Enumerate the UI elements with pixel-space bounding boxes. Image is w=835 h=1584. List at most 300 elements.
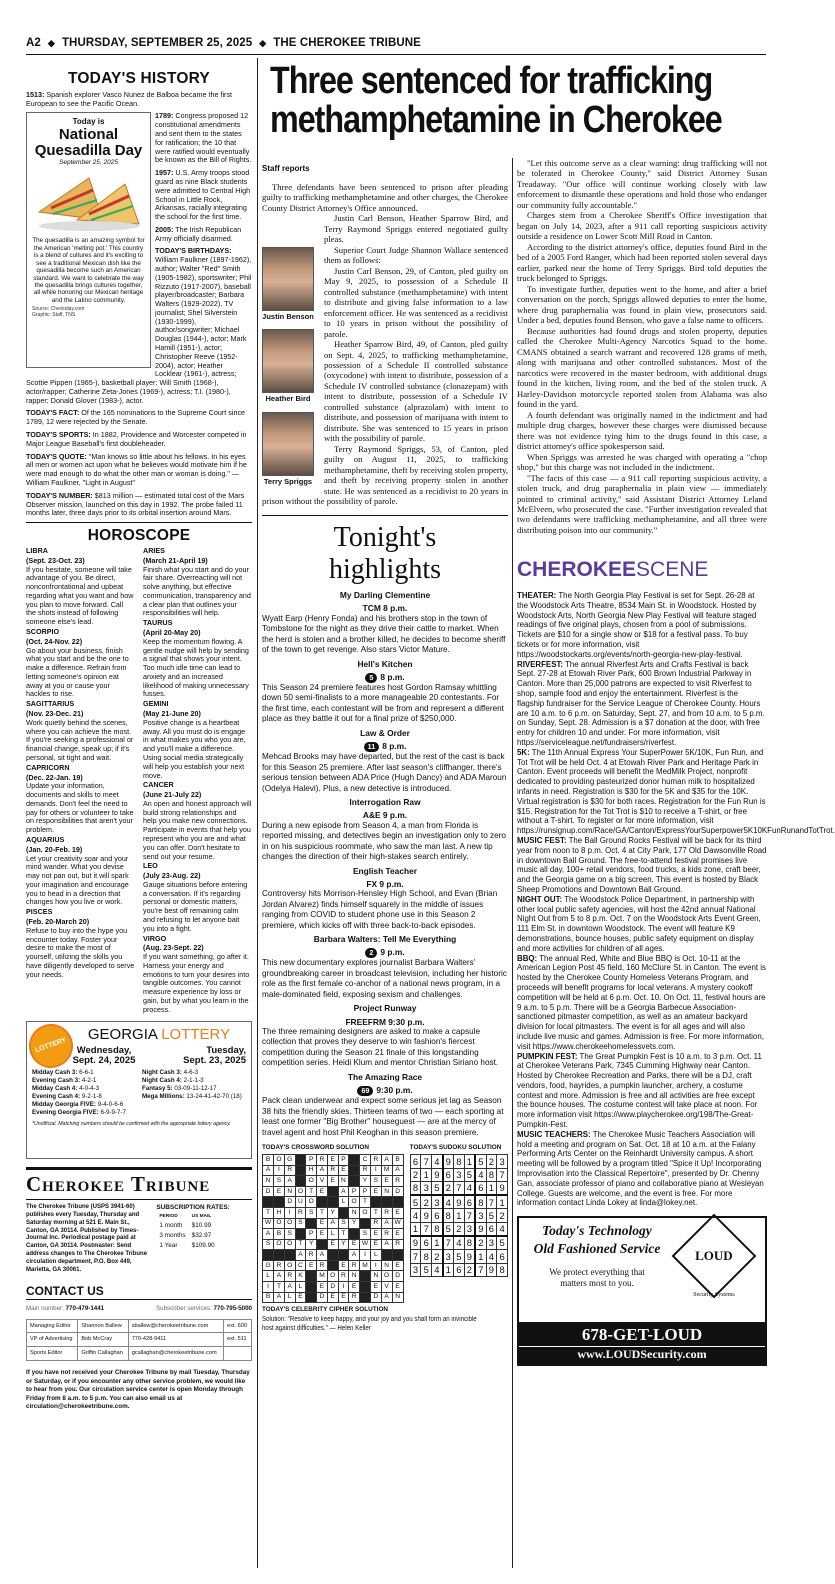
crossword-cell: R bbox=[349, 1260, 360, 1271]
crossword-cell: C bbox=[295, 1260, 306, 1271]
crossword-cell: E bbox=[338, 1292, 349, 1303]
crossword-cell: A bbox=[317, 1165, 328, 1176]
lottery-game: Mega Millions: bbox=[142, 1092, 185, 1100]
tv-show-time bbox=[262, 947, 508, 958]
tv-show-name: My Darling Clementine bbox=[339, 590, 431, 601]
sign-text: If you hesitate, someone will take advantage of you. Be direct, nonconfrontational and upbeat regarding what you want and how you plan to move forward. Call the shots instead of following someone else's lead. bbox=[26, 564, 134, 627]
sudoku-row bbox=[410, 1195, 507, 1209]
right-column bbox=[517, 158, 835, 1568]
subscriber-number: 770-795-5000 bbox=[213, 1305, 252, 1312]
box-caption: The quesadilla is an amazing symbol for the American 'melting pot.' This country is a blend of cultures and it's exciting to see a traditional Mexican dish like the quesadilla become such an American standard. We want to celebrate the way the quesadilla brings cultures together, all while honoring our Mexican heritage and the Latino community. bbox=[32, 237, 145, 304]
crossword-cell bbox=[306, 1271, 317, 1282]
lottery-game: Fantasy 5: bbox=[142, 1084, 173, 1092]
sign-name: TAURUS bbox=[143, 618, 173, 628]
tv-show-airtime: TCM 8 p.m. bbox=[362, 603, 408, 614]
article-paragraph: To investigate further, deputies went to the home, and after a brief conversation on the porch, Spriggs allowed deputies to enter the home, where drug paraphernalia was found in plain view, prosecutors said. Under a bed, deputies found Benson, who gave a false name to officers. bbox=[517, 283, 767, 326]
tv-highlights bbox=[262, 522, 508, 1138]
sudoku-cell: 3 bbox=[453, 1168, 464, 1182]
sudoku-cell: 9 bbox=[453, 1195, 464, 1209]
rate-price: $10.99 bbox=[191, 1221, 212, 1229]
crossword-cell: E bbox=[381, 1176, 392, 1187]
sudoku-cell: 2 bbox=[410, 1168, 421, 1182]
crossword-row bbox=[263, 1239, 404, 1250]
sign-dates: (Jan. 20-Feb. 19) bbox=[26, 844, 83, 854]
scene-label: NIGHT OUT: bbox=[517, 894, 563, 904]
tv-show-name: Project Runway bbox=[353, 1003, 417, 1014]
crossword-cell: E bbox=[371, 1239, 382, 1250]
loud-logo bbox=[672, 1214, 757, 1299]
sudoku-row bbox=[410, 1209, 507, 1223]
sign-dates: (Oct. 24-Nov. 22) bbox=[26, 636, 83, 646]
crossword-cell bbox=[349, 1154, 360, 1165]
main-number: 770-479-1441 bbox=[65, 1305, 105, 1312]
sudoku-cell: 4 bbox=[486, 1250, 497, 1264]
scene-brand-a: CHEROKEE bbox=[517, 558, 637, 582]
history-year: 1789: bbox=[155, 111, 174, 121]
rate-period: 1 Year bbox=[159, 1242, 178, 1250]
logo-text: LOUD bbox=[695, 1248, 733, 1264]
sudoku-cell: 7 bbox=[464, 1209, 475, 1223]
sudoku-cell: 6 bbox=[421, 1236, 432, 1250]
crossword-cell: S bbox=[263, 1239, 274, 1250]
crossword-cell: E bbox=[371, 1229, 382, 1240]
sudoku-row bbox=[410, 1250, 507, 1264]
crossword-cell: T bbox=[263, 1207, 274, 1218]
center-column bbox=[262, 158, 508, 1568]
tv-show-time bbox=[262, 741, 508, 752]
scene-label: THEATER: bbox=[517, 591, 557, 601]
sudoku-cell: 6 bbox=[497, 1250, 508, 1264]
subscription-rates bbox=[156, 1204, 252, 1274]
crossword-cell bbox=[381, 1197, 392, 1208]
crossword-cell: E bbox=[371, 1282, 382, 1293]
sudoku-cell: 8 bbox=[497, 1263, 508, 1277]
crossword-cell: O bbox=[306, 1176, 317, 1187]
horoscope-sign bbox=[26, 547, 135, 627]
scene-text: The Great Pumpkin Fest is 10 a.m. to 3 p.m. Oct. 11 at Cherokee Veterans Park, 7345 Cumming Highway near Canton. Hosted by Cherokee Recreation and Parks, there will be a DJ, craft vendors, food, hayrides, a pumpkin launcher, archery, a costume contest and more. Admission is free and all activities are free except the bounce houses. The costume contest will take place at noon. For more information visit https://www.playcherokee.org/198/The-Great-Pumpkin-Fest. bbox=[517, 1051, 762, 1130]
lottery-brand-b: LOTTERY bbox=[161, 1025, 231, 1043]
crossword-cell: T bbox=[359, 1197, 370, 1208]
rate-price: $32.97 bbox=[191, 1232, 212, 1240]
crossword-row bbox=[263, 1207, 404, 1218]
lottery-game: Night Cash 3: bbox=[142, 1068, 182, 1076]
lottery-numbers: 4-0-4-3 bbox=[79, 1084, 100, 1092]
masthead: Cherokee Tribune bbox=[26, 1167, 252, 1201]
rates-header: US MAIL bbox=[191, 1213, 212, 1219]
sudoku-cell: 6 bbox=[475, 1182, 486, 1196]
crossword-cell: R bbox=[381, 1207, 392, 1218]
horoscope-sign bbox=[143, 700, 252, 780]
contact-cell: Bob McCray bbox=[78, 1333, 128, 1347]
sudoku-cell: 8 bbox=[453, 1154, 464, 1168]
lottery-game: Night Cash 4: bbox=[142, 1076, 182, 1084]
crossword-cell: T bbox=[317, 1207, 328, 1218]
contact-cell: Managing Editor bbox=[27, 1319, 78, 1333]
lottery-game: Evening Georgia FIVE: bbox=[32, 1109, 99, 1117]
crossword-cell: R bbox=[392, 1176, 403, 1187]
sudoku-cell: 2 bbox=[486, 1154, 497, 1168]
sudoku-cell: 8 bbox=[475, 1195, 486, 1209]
left-column bbox=[26, 58, 252, 1568]
crossword-cell: A bbox=[263, 1229, 274, 1240]
crossword-cell: L bbox=[371, 1250, 382, 1261]
sudoku-cell: 8 bbox=[432, 1222, 443, 1236]
sudoku-cell: 2 bbox=[464, 1263, 475, 1277]
publication-info bbox=[26, 1204, 252, 1274]
crossword-cell: O bbox=[274, 1154, 285, 1165]
quesadilla-day-box bbox=[26, 112, 151, 368]
sudoku-cell: 1 bbox=[432, 1236, 443, 1250]
crossword-cell: E bbox=[317, 1218, 328, 1229]
lottery-box bbox=[26, 1021, 252, 1159]
box-title: National Quesadilla Day bbox=[34, 126, 143, 159]
lottery-numbers: 9-4-0-6-6 bbox=[97, 1101, 124, 1109]
lottery-date: Sept. 24, 2025 bbox=[72, 1055, 136, 1067]
lottery-numbers: 2-1-1-3 bbox=[183, 1076, 204, 1084]
sign-dates: (April 20-May 20) bbox=[143, 628, 201, 637]
crossword-cell: M bbox=[317, 1271, 328, 1282]
sudoku-cell: 8 bbox=[443, 1209, 454, 1223]
sudoku-cell: 5 bbox=[443, 1222, 454, 1236]
crossword-cell: H bbox=[274, 1207, 285, 1218]
quote-label: TODAY'S QUOTE: bbox=[26, 451, 87, 461]
crossword-cell bbox=[392, 1250, 403, 1261]
sudoku-cell: 4 bbox=[497, 1222, 508, 1236]
lottery-row bbox=[32, 1069, 136, 1077]
diamond-icon: ◆ bbox=[259, 37, 267, 48]
box-kicker: Today is bbox=[72, 117, 105, 127]
sudoku-cell: 2 bbox=[421, 1195, 432, 1209]
scene-text: The North Georgia Play Festival is set for Sept. 26-28 at the Woodstock Arts Theatre, 8534 Main St. in Woodstock. Hosted by Woodstock Arts, North Georgia New Play Festival will feature staged readings of five original plays, chosen from a pool of submissions. Tickets are $10 for a single show or $18 for a festival pass. To buy tickets or for more information, visit https://woodstockarts.org/events/north-georgia-new-play-festival. bbox=[517, 591, 757, 659]
ad-tagline: We protect everything that matters most to you. bbox=[549, 1266, 645, 1288]
tv-show-description: This Season 24 premiere features host Gordon Ramsay whittling down 50 semi-finalists to a more manageable 20 contestants. For the first time, each contestant will be from and represent a different place as they battle it out for a final prize of $250,000. bbox=[262, 682, 504, 724]
tv-show-time bbox=[262, 1085, 508, 1096]
horoscope-sign bbox=[26, 628, 135, 699]
crossword-cell: A bbox=[381, 1218, 392, 1229]
crossword-cell: R bbox=[359, 1165, 370, 1176]
crossword-cell: P bbox=[359, 1186, 370, 1197]
crossword-cell: E bbox=[306, 1260, 317, 1271]
article-paragraph: Because authorities had found drugs and stolen property, deputies called the Cherokee Multi-Agency Narcotics Squad to the home. CMANS obtained a search warrant and recovered 128 grams of meth, along with marijuana and other controlled substances. Most of the narcotics were recovered in the master bedroom, with additional drugs found in the kitchen, living room, and the bed of the stolen truck. A Harley-Davidson motorcycle reported stolen from Alabama was also found in the yard. bbox=[517, 325, 767, 410]
scene-listings bbox=[517, 591, 835, 1208]
crossword-cell bbox=[327, 1197, 338, 1208]
crossword-cell: S bbox=[359, 1229, 370, 1240]
crossword-cell: N bbox=[392, 1292, 403, 1303]
crossword-cell: D bbox=[392, 1186, 403, 1197]
lottery-row bbox=[32, 1093, 136, 1101]
lottery-numbers: 13-24-41-42-70 (18) bbox=[186, 1092, 242, 1100]
lottery-numbers: 4-2-1 bbox=[81, 1076, 97, 1084]
tv-title: Tonight's highlights bbox=[328, 521, 441, 585]
crossword-cell: E bbox=[338, 1165, 349, 1176]
crossword-cell: L bbox=[284, 1292, 295, 1303]
crossword-cell bbox=[274, 1250, 285, 1261]
fact-label: TODAY'S FACT: bbox=[26, 408, 80, 418]
mugshot-photo bbox=[262, 247, 314, 311]
scene-item bbox=[517, 660, 767, 748]
tv-show-airtime: FREEFRM 9:30 p.m. bbox=[345, 1016, 425, 1027]
crossword-cell: E bbox=[327, 1239, 338, 1250]
scene-label: 5K: bbox=[517, 747, 530, 757]
crossword-cell: E bbox=[317, 1229, 328, 1240]
tv-show-name: Interrogation Raw bbox=[349, 797, 421, 808]
crossword-cell bbox=[359, 1218, 370, 1229]
crossword-row bbox=[263, 1154, 404, 1165]
crossword-cell: N bbox=[349, 1271, 360, 1282]
horoscope-sign bbox=[143, 935, 252, 1015]
crossword-cell bbox=[295, 1154, 306, 1165]
horoscope-sign bbox=[143, 547, 252, 618]
article-body-right bbox=[517, 158, 767, 535]
scene-label: PUMPKIN FEST: bbox=[517, 1051, 578, 1061]
crossword-cell: D bbox=[327, 1282, 338, 1293]
mugshot-terry-spriggs bbox=[262, 412, 314, 486]
horoscope-col-right bbox=[143, 546, 252, 1015]
contact-row bbox=[27, 1347, 252, 1361]
sudoku-cell: 6 bbox=[410, 1154, 421, 1168]
crossword-cell: E bbox=[349, 1282, 360, 1293]
crossword-cell: A bbox=[274, 1292, 285, 1303]
crossword-cell: O bbox=[327, 1271, 338, 1282]
sudoku-cell: 3 bbox=[410, 1263, 421, 1277]
page-date: THURSDAY, SEPTEMBER 25, 2025 bbox=[61, 36, 253, 49]
contact-cell: ext. 600 bbox=[224, 1319, 252, 1333]
crossword-cell bbox=[327, 1186, 338, 1197]
contact-cell: sballew@cherokeetribune.com bbox=[128, 1319, 223, 1333]
crossword-cell: R bbox=[349, 1292, 360, 1303]
sudoku-cell: 8 bbox=[410, 1182, 421, 1196]
lottery-numbers: 6-6-1 bbox=[79, 1068, 94, 1076]
crossword-solution bbox=[262, 1144, 404, 1303]
crossword-cell: D bbox=[392, 1271, 403, 1282]
horoscope-sign bbox=[26, 764, 135, 835]
rates-header: PERIOD bbox=[159, 1213, 178, 1219]
horoscope-sign bbox=[143, 781, 252, 861]
scene-item bbox=[517, 747, 835, 836]
sign-name: GEMINI bbox=[143, 699, 169, 709]
lottery-right bbox=[142, 1046, 246, 1117]
lottery-row bbox=[142, 1069, 246, 1077]
scene-label: MUSIC TEACHERS: bbox=[517, 1129, 591, 1139]
sudoku-row bbox=[410, 1182, 507, 1196]
lottery-row bbox=[142, 1085, 246, 1093]
box-graphic-credit: Graphic: Staff, TNS bbox=[32, 312, 76, 319]
crossword-cell bbox=[327, 1250, 338, 1261]
sudoku-cell: 1 bbox=[464, 1154, 475, 1168]
history-year: 1513: bbox=[26, 89, 45, 99]
crossword-cell: A bbox=[263, 1165, 274, 1176]
crossword-title: TODAY'S CROSSWORD SOLUTION bbox=[262, 1144, 369, 1152]
crossword-cell: N bbox=[371, 1271, 382, 1282]
ad-line-2: Old Fashioned Service bbox=[533, 1241, 661, 1257]
sudoku-cell: 7 bbox=[497, 1168, 508, 1182]
mugshot-justin-benson bbox=[262, 247, 314, 321]
tv-show-time bbox=[262, 672, 508, 683]
crossword-cell: P bbox=[349, 1186, 360, 1197]
tv-show-airtime: FX 9 p.m. bbox=[366, 878, 404, 889]
crossword-cell: C bbox=[359, 1154, 370, 1165]
tv-show-time bbox=[262, 603, 508, 613]
crossword-cell: N bbox=[263, 1176, 274, 1187]
crossword-cell: L bbox=[327, 1229, 338, 1240]
lottery-row bbox=[32, 1109, 136, 1117]
article-paragraph: Charges stem from a Cherokee Sheriff's Office investigation that began on July 14, 2023, after a 911 call reporting suspicious activity outside a residence on Lower Scott Mill Road in Canton. bbox=[517, 210, 767, 242]
ad-website: www.LOUDSecurity.com bbox=[519, 1347, 765, 1365]
article-paragraph: According to the district attorney's office, deputies found Bird in the bed of a 2005 Ford Ranger, which had been reported stolen several days earlier, parked near the home of Terry Spriggs. Bird told deputies the truck belonged to Spriggs. bbox=[517, 241, 767, 284]
box-date: September 25, 2025 bbox=[59, 158, 118, 166]
crossword-cell: E bbox=[317, 1186, 328, 1197]
column-rule bbox=[512, 158, 513, 1568]
scene-label: RIVERFEST: bbox=[517, 659, 564, 669]
sign-name: SCORPIO bbox=[26, 627, 60, 636]
scene-brand-b: SCENE bbox=[636, 558, 709, 582]
contact-cell: ext. 511 bbox=[224, 1333, 252, 1347]
crossword-cell: E bbox=[392, 1260, 403, 1271]
crossword-cell bbox=[359, 1282, 370, 1293]
sudoku-cell: 4 bbox=[443, 1195, 454, 1209]
article-paragraph: "The facts of this case — a 911 call reporting suspicious activity, a stolen truck, and drug paraphernalia in plain view — immediately pointed to criminal activity," said Assistant District Attorney Leland McElveen, who prosecuted the case. "Further investigation revealed that two defendants were trafficking methamphetamine, and all three were distributing poison into our community." bbox=[517, 472, 767, 535]
sports-text: In 1882, Providence and Worcester competed in Major League Baseball's first doubleheader. bbox=[26, 430, 247, 448]
crossword-cell: R bbox=[306, 1250, 317, 1261]
crossword-cell: T bbox=[338, 1229, 349, 1240]
cherokee-scene-title bbox=[517, 557, 767, 583]
crossword-cell: T bbox=[274, 1282, 285, 1293]
crossword-cell bbox=[317, 1239, 328, 1250]
horoscope-sign bbox=[143, 619, 252, 699]
article-paragraph: Justin Carl Benson, 29, of Canton, pled guilty on May 9, 2025, to possession of a Schedule II controlled substance (methamphetamine) with intent to distribute and giving false information to a law enforcement officer. He was sentenced as a recidivist to 10 years in prison without the possibility of parole. bbox=[324, 265, 508, 339]
sudoku-cell: 1 bbox=[410, 1222, 421, 1236]
crossword-cell: M bbox=[381, 1165, 392, 1176]
crossword-cell bbox=[295, 1176, 306, 1187]
lottery-row bbox=[32, 1085, 136, 1093]
crossword-cell: D bbox=[263, 1186, 274, 1197]
tv-show-description: During a new episode from Season 4, a man from Florida is reported missing, and detectives begin an investigation only to zero in on his suspicious roommate, who saw the man last. A new tip changes the direction of their high-stakes search entirely. bbox=[262, 820, 506, 862]
lottery-note: *Unofficial. Matching numbers should be confirmed with the appropriate lottery agency. bbox=[32, 1121, 231, 1128]
crossword-cell: E bbox=[327, 1154, 338, 1165]
sign-name: CANCER bbox=[143, 780, 174, 790]
lottery-brand-a: GEORGIA bbox=[87, 1025, 158, 1043]
crossword-cell: N bbox=[338, 1176, 349, 1187]
sudoku-cell: 9 bbox=[475, 1222, 486, 1236]
lottery-row bbox=[32, 1077, 136, 1085]
scene-item bbox=[517, 954, 767, 1052]
sudoku-row bbox=[410, 1263, 507, 1277]
article-paragraph: Three defendants have been sentenced to prison after pleading guilty to trafficking methamphetamine and other charges, the Cherokee County District Attorney's Office announced. bbox=[262, 181, 508, 213]
crossword-cell: B bbox=[263, 1154, 274, 1165]
sudoku-cell: 8 bbox=[464, 1236, 475, 1250]
lottery-game: Midday Cash 3: bbox=[32, 1068, 78, 1076]
sudoku-cell: 4 bbox=[432, 1154, 443, 1168]
tv-show-airtime: 9 p.m. bbox=[380, 947, 405, 958]
cipher-title: TODAY'S CELEBRITY CIPHER SOLUTION bbox=[262, 1306, 389, 1314]
tv-show-name: The Amazing Race bbox=[347, 1071, 423, 1082]
tv-show-description: Mehcad Brooks may have departed, but the rest of the cast is back for this Season 25 premiere. After last season's cliffhanger, there's serious tension between ADA Price (Hugh Dancy) and ADA Maroun (Odelya Halevi). Plus, a new detective is introduced. bbox=[262, 752, 507, 793]
lottery-game: Evening Cash 4: bbox=[32, 1092, 81, 1100]
crossword-cell bbox=[306, 1292, 317, 1303]
crossword-cell: I bbox=[284, 1207, 295, 1218]
crossword-cell: Y bbox=[338, 1239, 349, 1250]
contact-title: CONTACT US bbox=[26, 1284, 252, 1300]
sudoku-grid bbox=[410, 1154, 508, 1277]
contact-cell: Shannon Ballew bbox=[78, 1319, 128, 1333]
crossword-cell bbox=[306, 1282, 317, 1293]
crossword-cell: E bbox=[338, 1260, 349, 1271]
crossword-cell: O bbox=[349, 1197, 360, 1208]
birthdays-text: William Faulkner (1897-1962), author; Walter "Red" Smith (1905-1982), sportswriter; Phil Rizzuto (1917-2007), baseball player/broadcaster; Barbara Walters (1929-2022), TV journalist; Shel Silverstein (1930-1999), author/songwriter; Michael Douglas (1944-), actor; Mark Hamill (1951-), actor; Christopher Reeve (1952-2004), actor; Heather Locklear (1961-), actress; Scottie Pippen (1965-), basketball player; Will Smith (1968-), actor/rapper; Catherine Zeta-Jones (1969-), actress; T.I. (1980-), rapper; Donald Glover (1983-), actor. bbox=[26, 255, 252, 405]
sign-text: Update your information, documents and skills to meet demands. Don't feel the need to pay for others or volunteer to take on responsibilities that aren't your problem. bbox=[26, 781, 134, 835]
crossword-cell: L bbox=[295, 1282, 306, 1293]
crossword-cell: W bbox=[359, 1239, 370, 1250]
sudoku-cell: 3 bbox=[421, 1182, 432, 1196]
crossword-cell bbox=[306, 1218, 317, 1229]
scene-text: The Ball Ground Rocks Festival will be back for its third year from noon to 8 p.m. Oct. 4 at City Park, 177 Old Dawsonville Road in downtown Ball Ground. The free-to-attend festival promises live music all day, 100+ retail vendors, food trucks, a kids zone, craft beer, and the Georgia game on a big screen. This event is hosted by Black Sheep Promotions and Downtown Ball Ground. bbox=[517, 835, 767, 894]
crossword-cell: O bbox=[284, 1218, 295, 1229]
lottery-game: Evening Cash 3: bbox=[32, 1076, 81, 1084]
crossword-cell: T bbox=[371, 1207, 382, 1218]
crossword-cell: O bbox=[381, 1271, 392, 1282]
publication-statement: The Cherokee Tribune (USPS 3941-60) publishes every Tuesday, Thursday and Saturday morning at 521 E. Main St., Canton, GA 30114. Published by Times-Journal Inc. Periodical postage paid at Canton, GA 30114. Postmaster: Send address changes to The Cherokee Tribune circulation department, P.O. Box 449, Marietta, GA 30061. bbox=[26, 1204, 148, 1273]
crossword-cell: I bbox=[371, 1260, 382, 1271]
sudoku-cell: 3 bbox=[432, 1195, 443, 1209]
mugshot-caption: Heather Bird bbox=[265, 394, 311, 404]
sudoku-cell: 3 bbox=[443, 1250, 454, 1264]
rate-period: 3 months bbox=[159, 1232, 186, 1240]
crossword-cell bbox=[274, 1197, 285, 1208]
crossword-cell: A bbox=[284, 1176, 295, 1187]
lottery-row bbox=[32, 1101, 136, 1109]
crossword-cell: P bbox=[338, 1154, 349, 1165]
crossword-cell: R bbox=[317, 1154, 328, 1165]
headline-block bbox=[270, 62, 770, 156]
lottery-day: Tuesday, bbox=[206, 1044, 246, 1056]
lottery-day: Wednesday, bbox=[76, 1044, 132, 1056]
crossword-cell: B bbox=[392, 1154, 403, 1165]
crossword-cell bbox=[338, 1250, 349, 1261]
sudoku-cell: 2 bbox=[453, 1222, 464, 1236]
crossword-cell: B bbox=[263, 1292, 274, 1303]
sudoku-row bbox=[410, 1168, 507, 1182]
scene-item bbox=[517, 591, 767, 660]
crossword-cell: A bbox=[295, 1250, 306, 1261]
sign-text: Refuse to buy into the hype you encounter today. Foster your desire to make the most of yourself, utilizing the skills you have diligently developed to serve your needs. bbox=[26, 925, 135, 979]
rate-row bbox=[156, 1221, 217, 1231]
crossword-cell: V bbox=[381, 1282, 392, 1293]
ad-phone: 678-GET-LOUD bbox=[519, 1322, 765, 1347]
tv-show-description: Controversy hits Morrison-Hensley High School, and Evan (Brian Jordan Alvarez) finds himself squarely in the middle of issues ranging from COVID to student phone use in this Season 2 premiere, which kicks off with three back-to-back episodes. bbox=[262, 889, 498, 930]
crossword-cell: I bbox=[274, 1165, 285, 1176]
contact-row bbox=[27, 1319, 252, 1333]
diamond-icon: ◆ bbox=[47, 37, 55, 48]
main-number-label: Main number: bbox=[26, 1305, 64, 1312]
crossword-cell: S bbox=[371, 1176, 382, 1187]
sudoku-cell: 5 bbox=[410, 1195, 421, 1209]
sign-text: Gauge situations before entering a conversation. If it's regarding personal or domestic matters, you're best off remaining calm and refusing to let anyone bait you into a fight. bbox=[143, 879, 248, 933]
mugshot-caption: Justin Benson bbox=[262, 312, 314, 322]
number-label: TODAY'S NUMBER: bbox=[26, 490, 93, 500]
sudoku-cell: 6 bbox=[453, 1263, 464, 1277]
sign-name: ARIES bbox=[143, 545, 165, 555]
crossword-cell: E bbox=[327, 1292, 338, 1303]
crossword-cell bbox=[295, 1229, 306, 1240]
sign-text: Positive change is a heartbeat away. All you must do is engage in what makes you who you are, and you'll make a difference. Using social media strategically will help you establish your next move. bbox=[143, 717, 246, 780]
lottery-row bbox=[142, 1077, 246, 1085]
tv-show-description: Wyatt Earp (Henry Fonda) and his brothers stop in the town of Tombstone for the night as they drive their cattle to market. When the herd is stolen and a brother killed, he decides to become sheriff of the town to get revenge. Also stars Victor Mature. bbox=[262, 613, 506, 655]
history-entry: Congress proposed 12 constitutional amendments and sent them to the states for ratification; the 10 that were ratified would eventually be known as the Bill of Rights. bbox=[155, 111, 252, 165]
crossword-cell bbox=[295, 1165, 306, 1176]
scene-text: The annual Red, White and Blue BBQ is Oct. 10-11 at the American Legion Post 45 field, 160 McClure St. in Canton. The event is hosted by the Cherokee County Homeless Veterans Program, and proceeds will benefit programs for local veterans. A mystery cookoff competition will be held at 6 p.m. Oct. 10. On Oct. 11, festival hours are 9 a.m. to 5 p.m. There will be a Georgia Barbecue Association-sanctioned pitmaster competition, as well as an amateur backyard division for local pitmasters. The event is for all ages and will also include live music and games. Admission is free. For more information, visit https://www.cherokeehomelessvets.com. bbox=[517, 953, 766, 1051]
crossword-cell: R bbox=[338, 1271, 349, 1282]
tv-show-name: Barbara Walters: Tell Me Everything bbox=[313, 934, 457, 945]
